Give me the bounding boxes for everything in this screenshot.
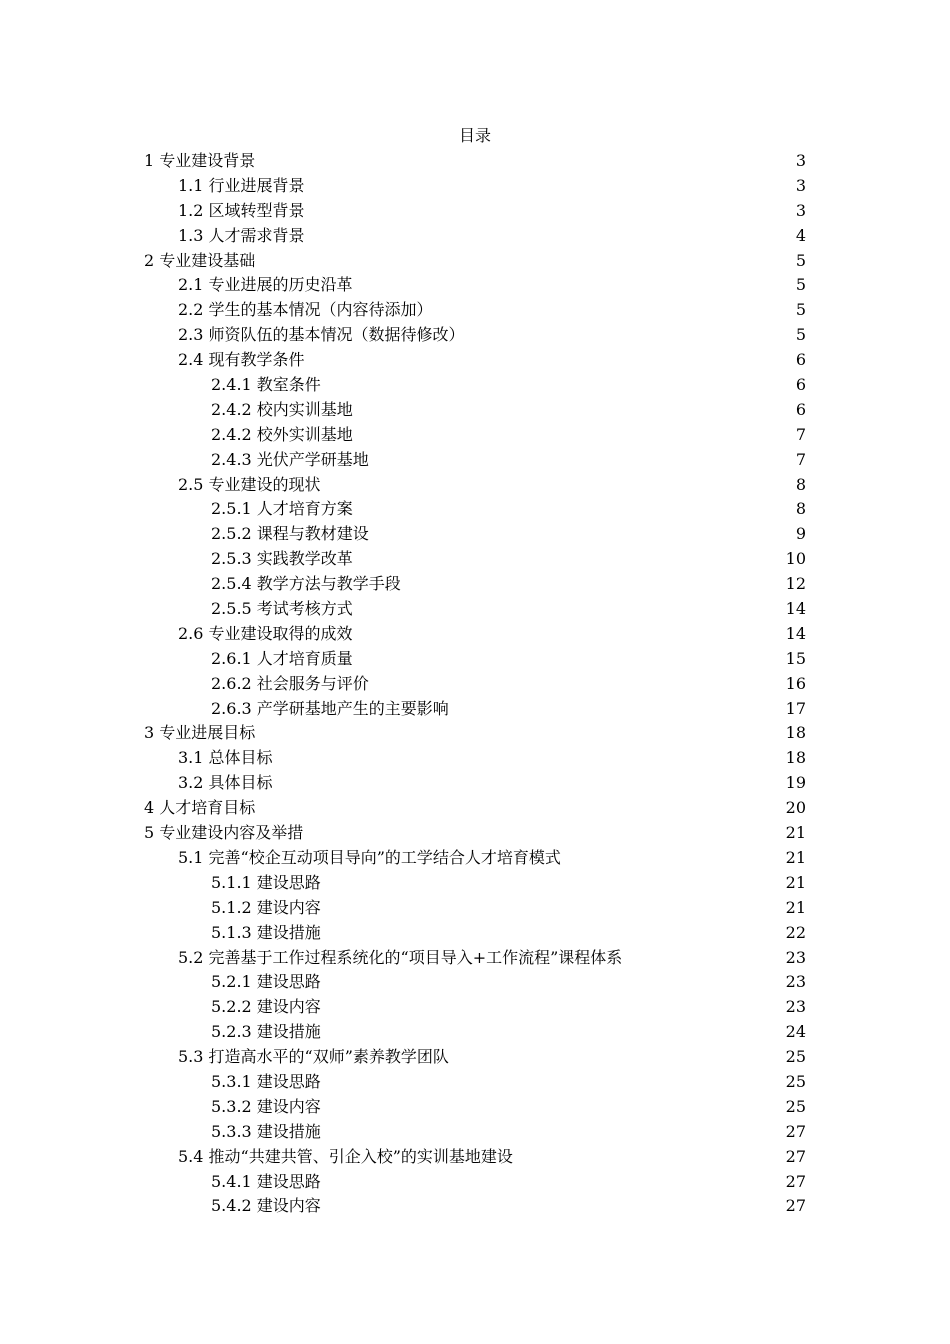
toc-page-number: 4 <box>795 225 806 245</box>
toc-entry-label: 2.6.3 产学研基地产生的主要影响 <box>211 698 449 718</box>
toc-entry[interactable] <box>0 497 950 522</box>
toc-entry-label: 5.4 推动“共建共管、引企入校”的实训基地建设 <box>178 1146 513 1166</box>
toc-page-number: 23 <box>785 972 806 992</box>
toc-entry-label: 2.5.5 考试考核方式 <box>211 599 353 619</box>
toc-page-number: 8 <box>795 499 806 519</box>
toc-page-number: 27 <box>785 1171 806 1191</box>
toc-entry[interactable] <box>0 224 950 249</box>
toc-entry-label: 3 专业进展目标 <box>144 723 256 743</box>
toc-entry[interactable] <box>0 1070 950 1095</box>
toc-entry[interactable] <box>0 970 950 995</box>
toc-entry[interactable] <box>0 597 950 622</box>
toc-entry[interactable] <box>0 348 950 373</box>
toc-page-number: 23 <box>785 997 806 1017</box>
toc-entry[interactable] <box>0 622 950 647</box>
toc-entry[interactable] <box>0 473 950 498</box>
toc-entry-label: 3.1 总体目标 <box>178 748 273 768</box>
toc-entry-label: 2.1 专业进展的历史沿革 <box>178 275 353 295</box>
toc-entry-label: 4 人才培育目标 <box>144 798 256 818</box>
toc-entry[interactable] <box>0 1020 950 1045</box>
toc-entry[interactable] <box>0 946 950 971</box>
toc-entry[interactable] <box>0 921 950 946</box>
toc-entry-label: 2.6 专业建设取得的成效 <box>178 623 353 643</box>
toc-entry-label: 2.4 现有教学条件 <box>178 350 305 370</box>
toc-entry-label: 2 专业建设基础 <box>144 250 256 270</box>
toc-entry[interactable] <box>0 398 950 423</box>
toc-entry-label: 2.5.2 课程与教材建设 <box>211 524 369 544</box>
toc-entry[interactable] <box>0 323 950 348</box>
toc-entry[interactable] <box>0 298 950 323</box>
toc-page-number: 5 <box>795 300 806 320</box>
toc-entry-label: 5.1.3 建设措施 <box>211 922 321 942</box>
toc-page-number: 6 <box>795 375 806 395</box>
toc-entry[interactable] <box>0 721 950 746</box>
toc-entry[interactable] <box>0 1045 950 1070</box>
toc-title: 目录 <box>458 126 491 145</box>
toc-entry[interactable] <box>0 373 950 398</box>
toc-entry-label: 5.2.3 建设措施 <box>211 1022 321 1042</box>
toc-entry-label: 5.3.2 建设内容 <box>211 1096 321 1116</box>
toc-entry-label: 2.4.2 校外实训基地 <box>211 424 353 444</box>
toc-entry-label: 1.1 行业进展背景 <box>178 175 305 195</box>
toc-page-number: 14 <box>785 599 806 619</box>
toc-entry[interactable] <box>0 273 950 298</box>
toc-entry[interactable] <box>0 547 950 572</box>
toc-page-number: 18 <box>785 723 806 743</box>
toc-page-number: 5 <box>795 250 806 270</box>
toc-entry[interactable] <box>0 522 950 547</box>
toc-entry-label: 2.5.3 实践教学改革 <box>211 549 353 569</box>
toc-entry[interactable] <box>0 647 950 672</box>
toc-entry-label: 2.4.2 校内实训基地 <box>211 399 353 419</box>
toc-entry[interactable] <box>0 1194 950 1219</box>
toc-entry[interactable] <box>0 995 950 1020</box>
toc-page-number: 5 <box>795 325 806 345</box>
toc-page-number: 12 <box>785 574 806 594</box>
toc-page-number: 7 <box>795 424 806 444</box>
toc-entry-label: 2.5.1 人才培育方案 <box>211 499 353 519</box>
toc-page-number: 10 <box>785 549 806 569</box>
toc-page-number: 21 <box>785 823 806 843</box>
toc-entry-label: 5.3 打造高水平的“双师”素养教学团队 <box>178 1047 449 1067</box>
toc-entry[interactable] <box>0 871 950 896</box>
toc-entry-label: 5.2 完善基于工作过程系统化的“项目导入+工作流程”课程体系 <box>178 947 623 967</box>
toc-entry-label: 5.2.2 建设内容 <box>211 997 321 1017</box>
toc-entry[interactable] <box>0 896 950 921</box>
toc-entry[interactable] <box>0 448 950 473</box>
toc-page-number: 16 <box>785 673 806 693</box>
toc-page-number: 3 <box>795 200 806 220</box>
toc-entry[interactable] <box>0 821 950 846</box>
toc-entry-label: 5.3.1 建设思路 <box>211 1071 321 1091</box>
toc-entry[interactable] <box>0 697 950 722</box>
toc-page-number: 14 <box>785 623 806 643</box>
toc-entry-label: 2.3 师资队伍的基本情况（数据待修改） <box>178 325 465 345</box>
toc-page-number: 27 <box>785 1196 806 1216</box>
toc-entry[interactable] <box>0 1120 950 1145</box>
toc-entry-label: 5.3.3 建设措施 <box>211 1121 321 1141</box>
toc-entry[interactable] <box>0 1145 950 1170</box>
toc-page-number: 6 <box>795 399 806 419</box>
toc-entry[interactable] <box>0 796 950 821</box>
toc-entry-label: 1.3 人才需求背景 <box>178 225 305 245</box>
toc-entry-label: 3.2 具体目标 <box>178 773 273 793</box>
toc-entry-label: 2.5 专业建设的现状 <box>178 474 321 494</box>
toc-entry-label: 2.4.3 光伏产学研基地 <box>211 449 369 469</box>
toc-page-number: 23 <box>785 947 806 967</box>
toc-entry[interactable] <box>0 174 950 199</box>
toc-page-number: 22 <box>785 922 806 942</box>
toc-entry-label: 2.5.4 教学方法与教学手段 <box>211 574 401 594</box>
toc-page-number: 21 <box>785 872 806 892</box>
toc-entry-label: 2.6.1 人才培育质量 <box>211 648 353 668</box>
toc-entry-label: 2.6.2 社会服务与评价 <box>211 673 369 693</box>
toc-entry-label: 1.2 区域转型背景 <box>178 200 305 220</box>
toc-page-number: 15 <box>785 648 806 668</box>
toc-list <box>0 149 950 1219</box>
toc-page-number: 17 <box>785 698 806 718</box>
toc-entry-label: 5.1.2 建设内容 <box>211 897 321 917</box>
toc-page-number: 21 <box>785 847 806 867</box>
toc-entry-label: 5.4.2 建设内容 <box>211 1196 321 1216</box>
toc-entry[interactable] <box>0 746 950 771</box>
toc-page-number: 18 <box>785 748 806 768</box>
toc-entry[interactable] <box>0 249 950 274</box>
toc-page-number: 6 <box>795 350 806 370</box>
toc-entry-label: 5.4.1 建设思路 <box>211 1171 321 1191</box>
toc-page-number: 5 <box>795 275 806 295</box>
toc-entry[interactable] <box>0 1095 950 1120</box>
toc-page-number: 25 <box>785 1096 806 1116</box>
toc-entry[interactable] <box>0 199 950 224</box>
toc-page-number: 21 <box>785 897 806 917</box>
toc-page-number: 7 <box>795 449 806 469</box>
toc-page-number: 27 <box>785 1146 806 1166</box>
toc-entry[interactable] <box>0 672 950 697</box>
toc-entry[interactable] <box>0 572 950 597</box>
toc-page-number: 25 <box>785 1047 806 1067</box>
toc-entry[interactable] <box>0 423 950 448</box>
toc-entry[interactable] <box>0 1170 950 1195</box>
toc-entry-label: 5.2.1 建设思路 <box>211 972 321 992</box>
toc-page-number: 19 <box>785 773 806 793</box>
toc-entry-label: 5.1.1 建设思路 <box>211 872 321 892</box>
toc-page-number: 3 <box>795 175 806 195</box>
toc-entry-label: 1 专业建设背景 <box>144 151 256 170</box>
toc-page-number: 8 <box>795 474 806 494</box>
toc-entry-label: 2.4.1 教室条件 <box>211 375 321 395</box>
toc-page-number: 20 <box>785 798 806 818</box>
toc-page-number: 24 <box>785 1022 806 1042</box>
toc-page-number: 9 <box>795 524 806 544</box>
toc-entry[interactable] <box>0 846 950 871</box>
toc-entry[interactable] <box>0 149 950 174</box>
toc-entry[interactable] <box>0 771 950 796</box>
toc-page-number: 25 <box>785 1071 806 1091</box>
toc-page-number: 27 <box>785 1121 806 1141</box>
toc-entry-label: 5.1 完善“校企互动项目导向”的工学结合人才培育模式 <box>178 847 561 867</box>
toc-page-number: 3 <box>795 151 806 170</box>
toc-entry-label: 2.2 学生的基本情况（内容待添加） <box>178 300 433 320</box>
toc-entry-label: 5 专业建设内容及举措 <box>144 823 304 843</box>
